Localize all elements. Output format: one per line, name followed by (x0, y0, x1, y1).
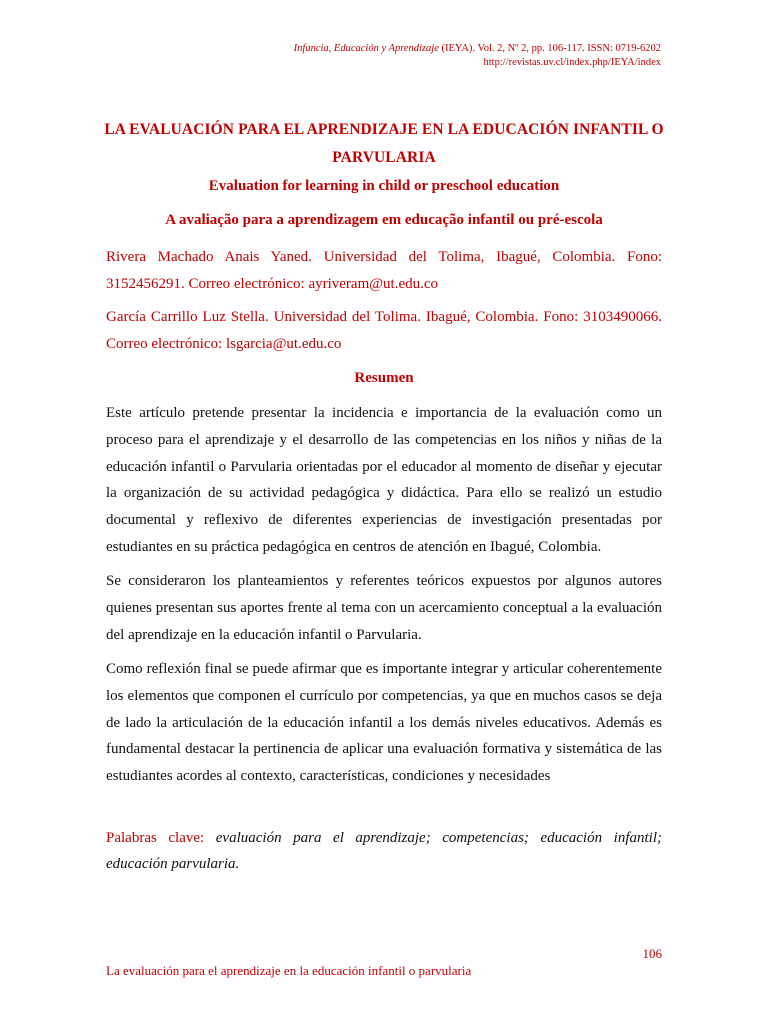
journal-name: Infancia, Educación y Aprendizaje (293, 43, 439, 54)
journal-details: (IEYA). Vol. 2, Nº 2, pp. 106-117. ISSN: 0719-6202 (438, 43, 661, 54)
journal-url: http://revistas.uv.cl/index.php/IEYA/index (483, 57, 661, 68)
journal-citation (294, 42, 661, 56)
page-number: 106 (642, 946, 662, 961)
author-info-1: Rivera Machado Anais Yaned. Universidad del Tolima, Ibagué, Colombia. Fono: 3152456291. Correo electrónico: ayriveram@ut.edu.co (106, 249, 662, 292)
abstract-paragraph-3: Como reflexión final se puede afirmar que es importante integrar y articular coherentemente los elementos que componen el currículo por competencias, ya que en muchos casos se deja de lado la articulación de la educación infantil a los demás niveles educativos. Además es fundamental destacar la pertinencia de aplicar una evaluación formativa y sistemática de las estudiantes acordes al contexto, características, condiciones y necesidades (106, 661, 662, 785)
abstract-paragraph-1: Este artículo pretende presentar la incidencia e importancia de la evaluación como un proceso para el aprendizaje y el desarrollo de las competencias en los niños y niñas de la educación infantil o Parvularia orientadas por el educador al momento de diseñar y ejecutar la organización de su actividad pedagógica y didáctica. Para ello se realizó un estudio documental y reflexivo de diferentes experiencias de investigación presentadas por estudiantes en su práctica pedagógica en centros de atención en Ibagué, Colombia. (106, 405, 662, 555)
abstract-heading: Resumen (354, 370, 414, 386)
portuguese-title: A avaliação para a aprendizagem em educação infantil ou pré-escola (165, 212, 603, 228)
keywords (106, 825, 662, 877)
abstract-paragraph-2: Se consideraron los planteamientos y referentes teóricos expuestos por algunos autores quienes presentan sus aportes frente al tema con un acercamiento conceptual a la evaluación del aprendizaje en la educación infantil o Parvularia. (106, 573, 662, 643)
english-title: Evaluation for learning in child or preschool education (208, 178, 560, 194)
author-info-2: García Carrillo Luz Stella. Universidad del Tolima. Ibagué, Colombia. Fono: 3103490066. Correo electrónico: lsgarcia@ut.edu.co (106, 309, 662, 352)
article-title: LA EVALUACIÓN PARA EL APRENDIZAJE EN LA EDUCACIÓN INFANTIL O PARVULARIA (104, 121, 664, 166)
running-footer: La evaluación para el aprendizaje en la educación infantil o parvularia (106, 963, 472, 978)
journal-header (294, 42, 661, 70)
keywords-text: evaluación para el aprendizaje; competencias; educación infantil; educación parvularia. (106, 830, 663, 872)
keywords-label: Palabras clave: (106, 830, 216, 846)
